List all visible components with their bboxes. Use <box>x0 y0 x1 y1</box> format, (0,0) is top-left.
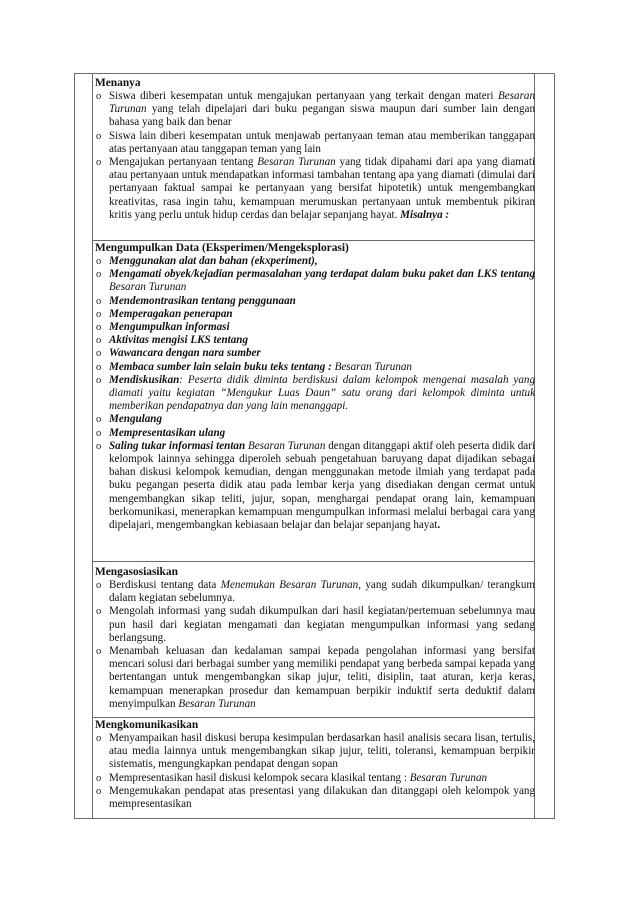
list-item: o Siswa lain diberi kesempatan untuk menjawab pertanyaan teman atau memberikan tanggapan atas pertanyaan atau tanggapan teman yang lain <box>95 130 535 156</box>
list-item: o Mendiskusikan: Peserta didik diminta berdiskusi dalam kelompok mengenai masalah yang diamati yaitu kegiatan “Mengukur Luas Daun” satu orang dari kelompok diminta untuk memberikan pendapatnya dan yang lain menanggapi. <box>95 374 535 414</box>
list-item: o Mendemontrasikan tentang penggunaan <box>95 295 535 308</box>
row-divider <box>92 240 534 241</box>
list-item: o Mengemukakan pendapat atas presentasi yang dilakukan dan ditanggapi oleh kelompok yang mempresentasikan <box>95 785 535 811</box>
list-item: o Wawancara dengan nara sumber <box>95 347 535 360</box>
section-heading: Mengumpulkan Data (Eksperimen/Mengeksplorasi) <box>95 242 349 254</box>
list-item: o Menggunakan alat dan bahan (ekxperiment), <box>95 255 535 268</box>
list-item: o Aktivitas mengisi LKS tentang <box>95 334 535 347</box>
list-item: o Siswa diberi kesempatan untuk mengajukan pertanyaan yang terkait dengan materi Besaran Turunan yang telah dipelajari dari buku pegangan siswa maupun dari sumber lain dengan bahasa yang baik dan benar <box>95 90 535 130</box>
list-item: o Berdiskusi tentang data Menemukan Besaran Turunan, yang sudah dikumpulkan/ terangkum dalam kegiatan sebelumnya. <box>95 579 535 605</box>
list-item: o Saling tukar informasi tentan Besaran Turunan dengan ditanggapi aktif oleh peserta didik dari kelompok lainnya sehingga diperoleh sebuah pengetahuan baruyang dapat dijadikan sebagai bahan diskusi kelompok kemudian, dengan menggunakan metode ilmiah yang terdapat pada buku pegangan peserta didik atau pada lembar kerja yang disediakan dengan cermat untuk mengembangkan sikap teliti, jujur, sopan, menghargai pendapat orang lain, kemampuan berkomunikasi, menerapkan kemampuan mengumpulkan informasi melalui berbagai cara yang dipelajari, mengembangkan kebiasaan belajar dan belajar sepanjang hayat. <box>95 440 535 532</box>
list-item: o Mengulang <box>95 413 535 426</box>
list-item: o Menyampaikan hasil diskusi berupa kesimpulan berdasarkan hasil analisis secara lisan, tertulis, atau media lainnya untuk mengembangkan sikap jujur, teliti, toleransi, kemampuan berpikir sistematis, mengungkapkan pendapat dengan sopan <box>95 732 535 772</box>
list-item: o Menambah keluasan dan kedalaman sampai kepada pengolahan informasi yang bersifat mencari solusi dari berbagai sumber yang memiliki pendapat yang berbeda sampai kepada yang bertentangan untuk mengembangkan sikap jujur, teliti, disiplin, taat aturan, kerja keras, kemampuan menerapkan prosedur dan kemampuan berpikir induktif serta deduktif dalam menyimpulkan Besaran Turunan <box>95 645 535 711</box>
activity-table <box>74 73 555 819</box>
list-item: o Mengolah informasi yang sudah dikumpulkan dari hasil kegiatan/pertemuan sebelumnya mau pun hasil dari kegiatan mengamati dan kegiatan mengumpulkan informasi yang sedang berlangsung. <box>95 605 535 645</box>
section-mengasosiasikan <box>95 566 535 711</box>
list-item: o Mengumpulkan informasi <box>95 321 535 334</box>
section-heading: Mengkomunikasikan <box>95 719 199 731</box>
list-item: o Mempresentasikan ulang <box>95 427 535 440</box>
column-divider <box>92 74 93 818</box>
section-mengkomunikasikan <box>95 719 535 811</box>
section-heading: Mengasosiasikan <box>95 566 178 578</box>
section-heading: Menanya <box>95 77 141 89</box>
row-divider <box>92 717 534 718</box>
row-divider <box>92 561 534 562</box>
section-mengumpulkan-data <box>95 242 535 532</box>
list-item: o Mengajukan pertanyaan tentang Besaran Turunan yang tidak dipahami dari apa yang diamati atau pertanyaan untuk mendapatkan informasi tambahan tentang apa yang diamati (dimulai dari pertanyaan faktual sampai ke pertanyaan yang bersifat hipotetik) untuk mengembangkan kreativitas, rasa ingin tahu, kemampuan merumuskan pertanyaan untuk membentuk pikiran kritis yang perlu untuk hidup cerdas dan belajar sepanjang hayat. Misalnya : <box>95 156 535 222</box>
section-menanya <box>95 77 535 222</box>
list-item: o Memperagakan penerapan <box>95 308 535 321</box>
list-item: o Mengamati obyek/kejadian permasalahan yang terdapat dalam buku paket dan LKS tentang Besaran Turunan <box>95 268 535 294</box>
list-item: o Mempresentasikan hasil diskusi kelompok secara klasikal tentang : Besaran Turunan <box>95 772 535 785</box>
list-item: o Membaca sumber lain selain buku teks tentang : Besaran Turunan <box>95 361 535 374</box>
